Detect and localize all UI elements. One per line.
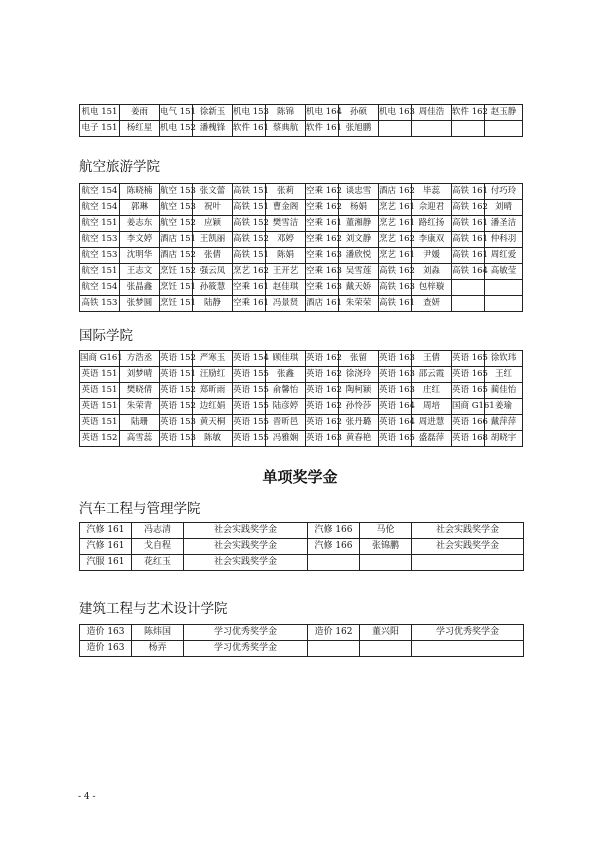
table-cell: 姜瑜 <box>485 399 523 415</box>
table-cell: 航空 152 <box>160 216 193 232</box>
table-cell: 应颖 <box>193 216 233 232</box>
table-cell: 孙筱慧 <box>193 280 233 296</box>
table-cell: 学习优秀奖学金 <box>184 625 308 641</box>
table-cell: 英语 153 <box>160 431 193 447</box>
table-cell: 社会实践奖学金 <box>184 539 308 555</box>
table-row <box>80 296 523 312</box>
table-cell: 国商 G161 <box>80 351 120 367</box>
table-cell <box>360 555 412 571</box>
table-cell: 高铁 161 <box>452 216 485 232</box>
table-cell: 祝叶 <box>193 200 233 216</box>
table-cell <box>360 641 412 657</box>
table-cell: 王开艺 <box>266 264 306 280</box>
table-cell: 王倩 <box>412 351 452 367</box>
table-cell: 社会实践奖学金 <box>412 523 524 539</box>
table-cell: 英语 152 <box>160 399 193 415</box>
table-cell: 学习优秀奖学金 <box>412 625 524 641</box>
table-cell: 张梦圆 <box>120 296 160 312</box>
table-cell: 潘圣洁 <box>485 216 523 232</box>
table-cell: 高铁 151 <box>233 184 266 200</box>
table-cell: 刘梦晴 <box>120 367 160 383</box>
table-cell: 英语 155 <box>233 431 266 447</box>
table-cell: 高铁 151 <box>233 200 266 216</box>
page-number: - 4 - <box>78 792 96 802</box>
table-cell: 戴萍萍 <box>485 415 523 431</box>
table-cell: 尹媛 <box>412 248 452 264</box>
table-cell: 航空 154 <box>80 184 120 200</box>
table-cell: 王志文 <box>120 264 160 280</box>
table-cell <box>485 280 523 296</box>
table-cell: 付巧玲 <box>485 184 523 200</box>
table-cell: 软件 161 <box>233 121 266 137</box>
table-cell: 马伦 <box>360 523 412 539</box>
table-cell: 杨娟 <box>339 200 379 216</box>
table-cell: 刘淼 <box>412 264 452 280</box>
table-cell: 英语 162 <box>306 399 339 415</box>
table-cell: 张旭鹏 <box>339 121 379 137</box>
table-row <box>80 539 524 555</box>
table-cell: 英语 163 <box>379 351 412 367</box>
table-cell: 潘欣悦 <box>339 248 379 264</box>
table-row <box>80 523 524 539</box>
table-cell: 周红爱 <box>485 248 523 264</box>
table-cell: 樊雪洁 <box>266 216 306 232</box>
table-cell: 查妍 <box>412 296 452 312</box>
table-cell: 机电 151 <box>80 105 120 121</box>
table-cell <box>379 121 412 137</box>
table-cell: 社会实践奖学金 <box>184 523 308 539</box>
arch-single-award-table <box>79 624 524 657</box>
table-cell: 姜志东 <box>120 216 160 232</box>
table-cell: 英语 152 <box>80 431 120 447</box>
table-cell: 英语 151 <box>160 367 193 383</box>
table-cell: 英语 155 <box>233 367 266 383</box>
table-cell: 赵玉静 <box>485 105 523 121</box>
table-cell <box>308 641 360 657</box>
table-cell: 高铁 152 <box>233 216 266 232</box>
table-row <box>80 555 524 571</box>
table-cell: 蔺佳怡 <box>485 383 523 399</box>
table-cell: 蔡典航 <box>266 121 306 137</box>
table-cell: 机电 164 <box>306 105 339 121</box>
table-cell: 空乘 161 <box>306 216 339 232</box>
table-cell: 空乘 161 <box>233 296 266 312</box>
table-cell: 张留 <box>339 351 379 367</box>
table-cell: 曹金阁 <box>266 200 306 216</box>
table-cell: 航空 153 <box>80 248 120 264</box>
table-cell: 杨弄 <box>132 641 184 657</box>
table-cell: 花红玉 <box>132 555 184 571</box>
table-cell: 高铁 161 <box>452 232 485 248</box>
table-cell: 高铁 152 <box>233 232 266 248</box>
table-cell: 周培 <box>412 399 452 415</box>
table-cell: 英语 164 <box>379 399 412 415</box>
table-cell: 机电 152 <box>160 121 193 137</box>
table-cell: 烹饪 151 <box>160 296 193 312</box>
table-cell: 路红扬 <box>412 216 452 232</box>
table-cell: 孙硕 <box>339 105 379 121</box>
table-cell: 空乘 163 <box>306 264 339 280</box>
table-cell: 英语 155 <box>233 399 266 415</box>
aviation-awards-table <box>79 183 523 312</box>
table-cell: 张鑫 <box>266 367 306 383</box>
table-cell: 电子 151 <box>80 121 120 137</box>
table-cell: 酒店 151 <box>160 232 193 248</box>
table-cell: 严寒玉 <box>193 351 233 367</box>
table-cell: 机电 153 <box>233 105 266 121</box>
table-cell <box>412 555 524 571</box>
table-row <box>80 367 523 383</box>
table-cell: 汽修 166 <box>308 523 360 539</box>
table-cell: 英语 154 <box>233 351 266 367</box>
table-cell: 潘槐锋 <box>193 121 233 137</box>
table-cell: 徐浇玲 <box>339 367 379 383</box>
table-cell: 戈自程 <box>132 539 184 555</box>
table-row <box>80 264 523 280</box>
table-cell: 机电 163 <box>379 105 412 121</box>
table-cell: 孙怜莎 <box>339 399 379 415</box>
table-cell: 汽修 161 <box>80 539 132 555</box>
table-cell: 张莉 <box>266 184 306 200</box>
table-cell: 董湘静 <box>339 216 379 232</box>
table-cell: 高铁 161 <box>379 296 412 312</box>
table-cell: 方浩丞 <box>120 351 160 367</box>
table-cell: 航空 154 <box>80 200 120 216</box>
table-cell: 汽服 161 <box>80 555 132 571</box>
table-cell: 英语 151 <box>80 367 120 383</box>
table-cell: 汪励红 <box>193 367 233 383</box>
table-cell: 造价 163 <box>80 641 132 657</box>
table-cell: 吴雪莲 <box>339 264 379 280</box>
table-cell: 英语 163 <box>379 367 412 383</box>
table-cell: 酒店 162 <box>379 184 412 200</box>
table-cell: 英语 152 <box>160 383 193 399</box>
table-cell: 英语 155 <box>233 383 266 399</box>
table-cell: 邵云霞 <box>412 367 452 383</box>
table-cell: 王凯丽 <box>193 232 233 248</box>
table-row <box>80 184 523 200</box>
table-cell: 陈敏 <box>193 431 233 447</box>
table-cell: 张晶鑫 <box>120 280 160 296</box>
table-cell: 英语 165 <box>452 367 485 383</box>
table-cell: 冯雅娴 <box>266 431 306 447</box>
table-cell: 英语 162 <box>306 351 339 367</box>
table-cell: 英语 165 <box>452 351 485 367</box>
table-row <box>80 280 523 296</box>
table-cell: 高敏莹 <box>485 264 523 280</box>
table-cell <box>452 121 485 137</box>
table-cell: 英语 166 <box>452 415 485 431</box>
table-cell: 高铁 164 <box>452 264 485 280</box>
table-cell: 沈明华 <box>120 248 160 264</box>
table-cell: 汽修 161 <box>80 523 132 539</box>
table-cell: 张文蕾 <box>193 184 233 200</box>
table-cell: 邓婷 <box>266 232 306 248</box>
table-cell: 李文婷 <box>120 232 160 248</box>
table-cell: 英语 164 <box>379 415 412 431</box>
table-cell: 徐钦玮 <box>485 351 523 367</box>
table-cell: 酒店 161 <box>306 296 339 312</box>
table-cell: 航空 151 <box>80 216 120 232</box>
table-cell: 盛磊萍 <box>412 431 452 447</box>
table-cell: 杨红星 <box>120 121 160 137</box>
table-cell: 徐新玉 <box>193 105 233 121</box>
table-cell: 晋昕邑 <box>266 415 306 431</box>
table-cell: 软件 161 <box>306 121 339 137</box>
table-cell: 朱荣荣 <box>339 296 379 312</box>
table-cell: 刘晴 <box>485 200 523 216</box>
table-cell: 高铁 162 <box>379 264 412 280</box>
table-row <box>80 431 523 447</box>
table-cell: 高铁 153 <box>80 296 120 312</box>
table-cell: 高雪蕊 <box>120 431 160 447</box>
table-cell: 张丹璐 <box>339 415 379 431</box>
table-cell: 冯志清 <box>132 523 184 539</box>
table-cell: 戴天娇 <box>339 280 379 296</box>
table-cell <box>308 555 360 571</box>
table-cell: 高铁 162 <box>452 200 485 216</box>
table-cell: 国商 G161 <box>452 399 485 415</box>
table-cell: 烹饪 151 <box>160 280 193 296</box>
table-cell: 英语 163 <box>379 383 412 399</box>
table-row <box>80 383 523 399</box>
table-cell: 空乘 162 <box>306 200 339 216</box>
table-row <box>80 200 523 216</box>
table-row <box>80 232 523 248</box>
table-cell: 樊晓倩 <box>120 383 160 399</box>
table-cell: 包梓璇 <box>412 280 452 296</box>
table-cell: 高铁 161 <box>452 248 485 264</box>
table-cell: 英语 162 <box>306 415 339 431</box>
table-cell: 烹艺 162 <box>233 264 266 280</box>
table-cell: 佘迎君 <box>412 200 452 216</box>
table-cell: 造价 162 <box>308 625 360 641</box>
auto-single-award-table <box>79 522 524 571</box>
table-cell: 社会实践奖学金 <box>412 539 524 555</box>
table-cell: 烹艺 161 <box>379 200 412 216</box>
table-row <box>80 248 523 264</box>
table-cell: 黄春艳 <box>339 431 379 447</box>
section-title-international: 国际学院 <box>79 328 133 344</box>
table-cell: 烹艺 161 <box>379 216 412 232</box>
table-cell: 陆珊 <box>120 415 160 431</box>
table-cell: 胡晓宇 <box>485 431 523 447</box>
table-cell: 陈锦 <box>266 105 306 121</box>
table-cell: 陈娟 <box>266 248 306 264</box>
table-cell: 郭琳 <box>120 200 160 216</box>
table-cell: 烹艺 162 <box>379 232 412 248</box>
table-cell: 英语 163 <box>306 431 339 447</box>
table-row <box>80 105 523 121</box>
table-cell: 英语 153 <box>160 415 193 431</box>
table-cell <box>485 121 523 137</box>
table-cell: 英语 152 <box>160 351 193 367</box>
table-row <box>80 415 523 431</box>
table-cell: 高铁 151 <box>233 248 266 264</box>
table-cell: 郑昕雨 <box>193 383 233 399</box>
table-cell: 航空 153 <box>160 200 193 216</box>
table-cell: 空乘 163 <box>306 280 339 296</box>
table-cell: 顾佳琪 <box>266 351 306 367</box>
table-cell: 朱荣青 <box>120 399 160 415</box>
table-cell: 英语 151 <box>80 383 120 399</box>
table-cell <box>412 121 452 137</box>
table-cell: 毕蕊 <box>412 184 452 200</box>
table-cell: 空乘 162 <box>306 232 339 248</box>
table-cell: 陆静 <box>193 296 233 312</box>
table-cell <box>452 296 485 312</box>
table-row <box>80 399 523 415</box>
top-continuation-table <box>79 104 523 137</box>
table-cell: 学习优秀奖学金 <box>184 641 308 657</box>
table-cell: 英语 151 <box>80 415 120 431</box>
table-cell: 陶柯颖 <box>339 383 379 399</box>
table-cell: 张倩 <box>193 248 233 264</box>
table-cell: 烹艺 161 <box>379 248 412 264</box>
section-title-aviation: 航空旅游学院 <box>79 159 160 175</box>
table-cell: 周进慧 <box>412 415 452 431</box>
table-row <box>80 216 523 232</box>
section-title-arch: 建筑工程与艺术设计学院 <box>79 601 228 617</box>
table-cell: 仲科羽 <box>485 232 523 248</box>
table-cell: 高铁 163 <box>379 280 412 296</box>
table-cell: 英语 162 <box>306 367 339 383</box>
table-cell: 黄天桐 <box>193 415 233 431</box>
table-cell: 航空 153 <box>160 184 193 200</box>
table-cell: 航空 153 <box>80 232 120 248</box>
table-cell: 姜雨 <box>120 105 160 121</box>
table-cell: 高铁 161 <box>452 184 485 200</box>
table-cell: 烹饪 152 <box>160 264 193 280</box>
international-awards-table <box>79 350 523 447</box>
table-cell: 谈忠雪 <box>339 184 379 200</box>
table-cell: 李康双 <box>412 232 452 248</box>
table-cell: 酒店 152 <box>160 248 193 264</box>
table-cell: 赵佳琪 <box>266 280 306 296</box>
table-cell: 英语 165 <box>379 431 412 447</box>
table-cell: 社会实践奖学金 <box>184 555 308 571</box>
table-cell: 空乘 162 <box>306 184 339 200</box>
table-cell <box>452 280 485 296</box>
table-cell: 陈炜国 <box>132 625 184 641</box>
table-cell: 边红娟 <box>193 399 233 415</box>
table-row <box>80 121 523 137</box>
table-cell: 王红 <box>485 367 523 383</box>
table-cell: 造价 163 <box>80 625 132 641</box>
table-cell: 空乘 161 <box>233 280 266 296</box>
table-cell: 周佳浩 <box>412 105 452 121</box>
table-cell: 电气 151 <box>160 105 193 121</box>
table-cell: 刘文静 <box>339 232 379 248</box>
table-cell: 冯景贤 <box>266 296 306 312</box>
table-cell: 陈晓楠 <box>120 184 160 200</box>
table-cell: 航空 154 <box>80 280 120 296</box>
table-cell <box>412 641 524 657</box>
table-cell: 董兴阳 <box>360 625 412 641</box>
table-row <box>80 641 524 657</box>
table-cell: 软件 162 <box>452 105 485 121</box>
table-cell <box>485 296 523 312</box>
table-cell: 张锦鹏 <box>360 539 412 555</box>
table-cell: 英语 168 <box>452 431 485 447</box>
table-cell: 强云凤 <box>193 264 233 280</box>
table-cell: 英语 155 <box>233 415 266 431</box>
table-cell: 航空 151 <box>80 264 120 280</box>
table-cell: 英语 162 <box>306 383 339 399</box>
table-cell: 陆彦婷 <box>266 399 306 415</box>
section-title-auto: 汽车工程与管理学院 <box>79 501 201 517</box>
table-cell: 英语 151 <box>80 399 120 415</box>
table-row <box>80 351 523 367</box>
table-cell: 庄红 <box>412 383 452 399</box>
table-cell: 俞馨怡 <box>266 383 306 399</box>
table-cell: 英语 165 <box>452 383 485 399</box>
table-row <box>80 625 524 641</box>
table-cell: 空乘 163 <box>306 248 339 264</box>
single-award-title: 单项奖学金 <box>262 468 338 486</box>
table-cell: 汽修 166 <box>308 539 360 555</box>
